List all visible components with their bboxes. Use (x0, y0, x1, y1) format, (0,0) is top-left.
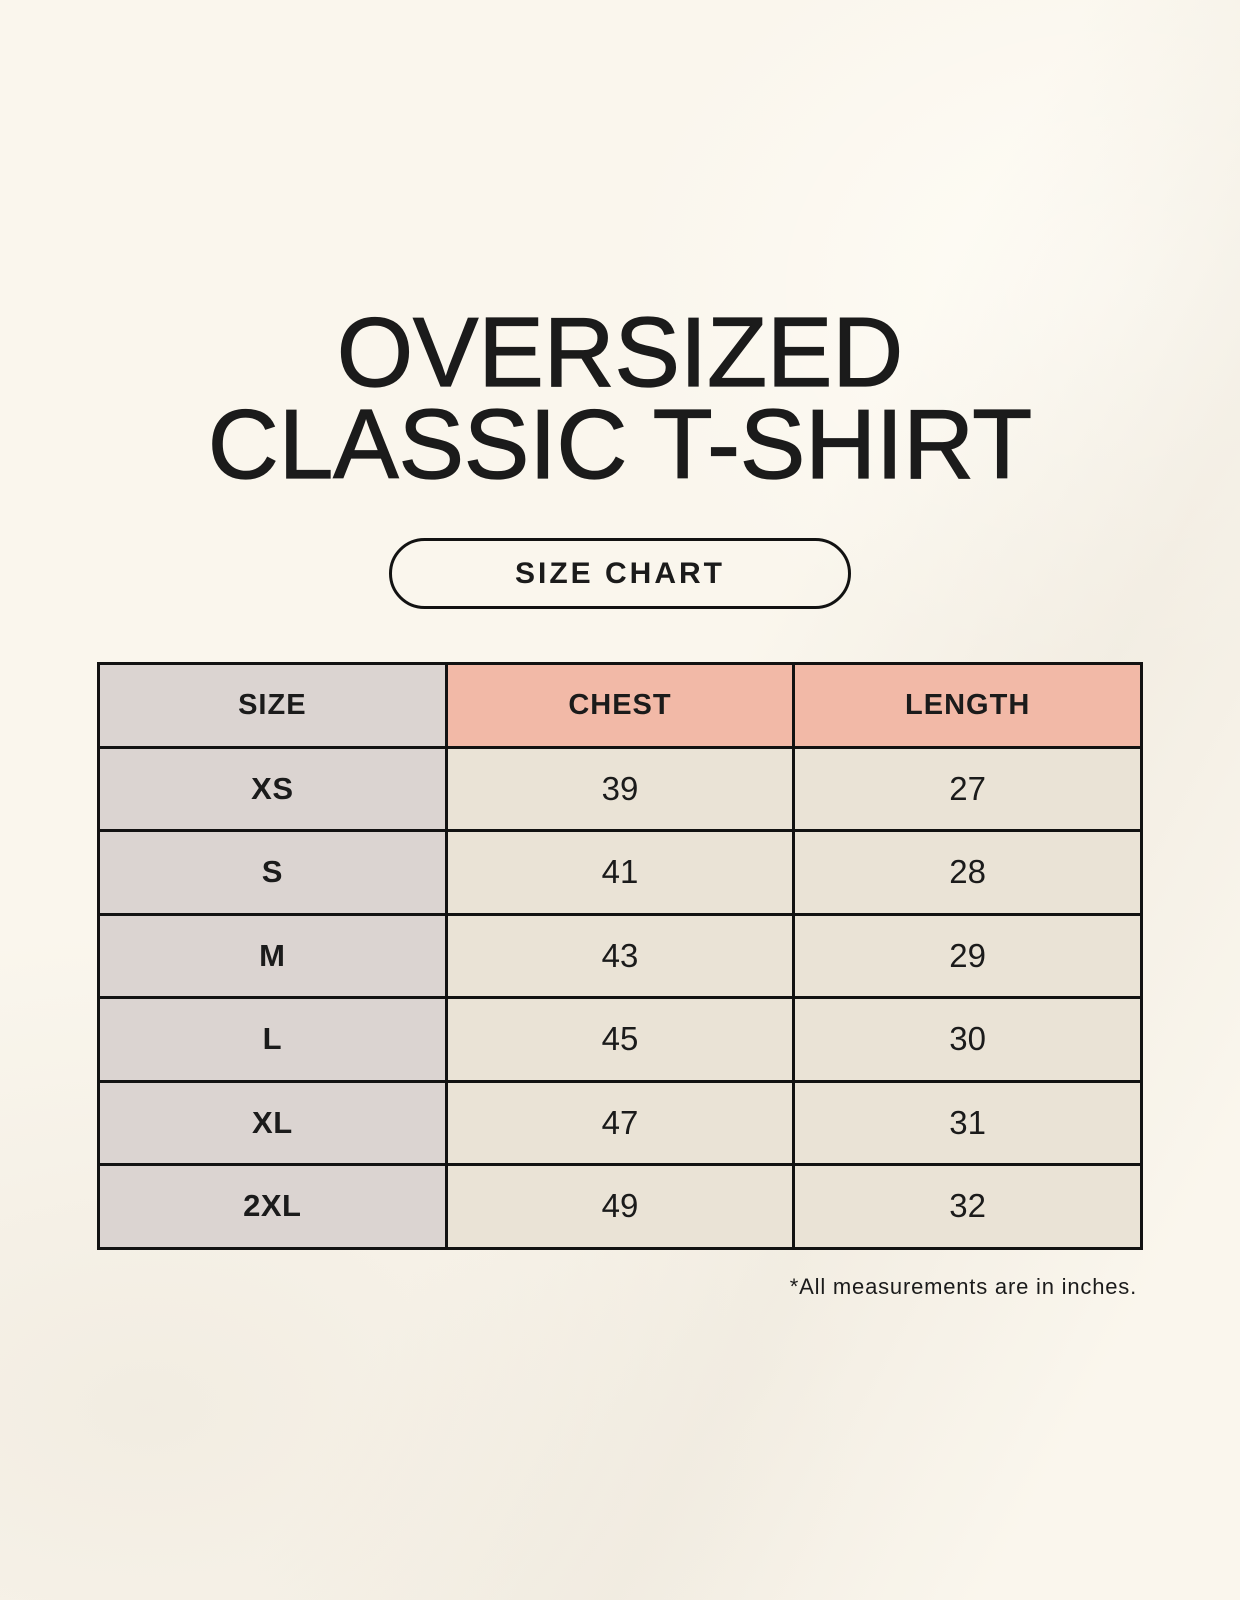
chest-value: 45 (446, 998, 794, 1082)
length-value: 30 (794, 998, 1142, 1082)
title-line-2: CLASSIC T-SHIRT (207, 389, 1033, 499)
column-header-size: SIZE (99, 664, 447, 748)
table-row (99, 998, 1142, 1082)
table-row (99, 1165, 1142, 1249)
header-row (99, 664, 1142, 748)
size-label: XL (99, 1081, 447, 1165)
length-value: 29 (794, 914, 1142, 998)
chest-value: 39 (446, 747, 794, 831)
column-header-length: LENGTH (794, 664, 1142, 748)
table-row (99, 914, 1142, 998)
size-chart-button-label: SIZE CHART (515, 556, 725, 590)
size-label: 2XL (99, 1165, 447, 1249)
table-row (99, 747, 1142, 831)
chest-value: 47 (446, 1081, 794, 1165)
table-row (99, 831, 1142, 915)
length-value: 28 (794, 831, 1142, 915)
column-header-chest: CHEST (446, 664, 794, 748)
chest-value: 41 (446, 831, 794, 915)
size-label: L (99, 998, 447, 1082)
chest-value: 43 (446, 914, 794, 998)
size-table-body (99, 747, 1142, 1248)
size-label: S (99, 831, 447, 915)
chest-value: 49 (446, 1165, 794, 1249)
length-value: 32 (794, 1165, 1142, 1249)
size-table (97, 662, 1143, 1250)
size-chart-button[interactable] (389, 538, 851, 609)
title-line-1: OVERSIZED (336, 297, 904, 407)
length-value: 27 (794, 747, 1142, 831)
page-title (0, 297, 1240, 499)
size-label: XS (99, 747, 447, 831)
length-value: 31 (794, 1081, 1142, 1165)
table-row (99, 1081, 1142, 1165)
size-label: M (99, 914, 447, 998)
size-table-header (99, 664, 1142, 748)
measurements-note: *All measurements are in inches. (789, 1274, 1137, 1299)
